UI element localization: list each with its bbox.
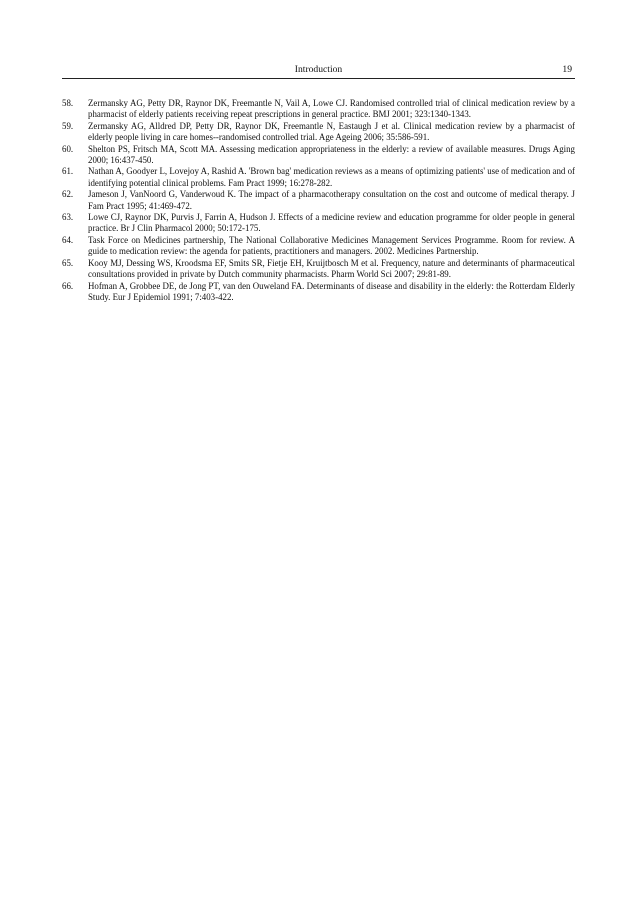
reference-text: Zermansky AG, Alldred DP, Petty DR, Raynor DK, Freemantle N, Eastaugh J et al. Clinical medication review by a pharmacist of elderly people living in care homes--randomised controlled trial. Age Ageing 2006; 35:586-591.	[88, 120, 575, 143]
running-header-title: Introduction	[294, 64, 343, 75]
reference-item	[62, 189, 575, 212]
reference-number: 62.	[62, 189, 74, 200]
reference-number: 58.	[62, 98, 74, 108]
reference-text: Shelton PS, Fritsch MA, Scott MA. Assessing medication appropriateness in the elderly: a review of available measures. Drugs Aging 2000; 16:437-450.	[88, 143, 575, 166]
reference-text: Hofman A, Grobbee DE, de Jong PT, van den Ouweland FA. Determinants of disease and disability in the elderly: the Rotterdam Elderly Study. Eur J Epidemiol 1991; 7:403-422.	[88, 280, 575, 302]
reference-item	[62, 235, 575, 258]
reference-item	[62, 166, 575, 189]
page-header	[62, 64, 575, 79]
reference-item	[62, 121, 575, 144]
reference-item	[62, 98, 575, 121]
reference-text: Nathan A, Goodyer L, Lovejoy A, Rashid A. 'Brown bag' medication reviews as a means of optimizing patients' use of medication and of identifying potential clinical problems. Fam Pract 1999; 16:278-282.	[88, 166, 575, 188]
reference-item	[62, 258, 575, 281]
reference-text: Jameson J, VanNoord G, Vanderwoud K. The impact of a pharmacotherapy consultation on the cost and outcome of medical therapy. J Fam Pract 1995; 41:469-472.	[88, 189, 575, 211]
reference-number: 61.	[62, 166, 74, 177]
reference-number: 66.	[62, 280, 74, 291]
reference-number: 65.	[62, 257, 74, 268]
reference-number: 60.	[62, 143, 74, 154]
reference-list	[62, 98, 575, 303]
reference-text: Lowe CJ, Raynor DK, Purvis J, Farrin A, Hudson J. Effects of a medicine review and education programme for older people in general practice. Br J Clin Pharmacol 2000; 50:172-175.	[88, 212, 575, 234]
reference-text: Kooy MJ, Dessing WS, Kroodsma EF, Smits SR, Fietje EH, Kruijtbosch M et al. Frequency, nature and determinants of pharmaceutical consultations provided in private by Dutch community pharmacists. Pharm World Sci 2007; 29:81-89.	[88, 257, 575, 280]
reference-number: 63.	[62, 212, 74, 223]
reference-text: Zermansky AG, Petty DR, Raynor DK, Freemantle N, Vail A, Lowe CJ. Randomised controlled trial of clinical medication review by a pharmacist of elderly patients receiving repeat prescriptions in general practice. BMJ 2001; 323:1340-1343.	[88, 98, 575, 120]
page-number: 19	[562, 64, 572, 75]
reference-number: 64.	[62, 234, 74, 245]
reference-item	[62, 212, 575, 235]
reference-item	[62, 281, 575, 304]
reference-number: 59.	[62, 120, 74, 131]
reference-text: Task Force on Medicines partnership, The National Collaborative Medicines Management Services Programme. Room for review. A guide to medication review: the agenda for patients, practitioners and managers. 2002. Medicines Partnership.	[88, 234, 575, 257]
reference-item	[62, 144, 575, 167]
